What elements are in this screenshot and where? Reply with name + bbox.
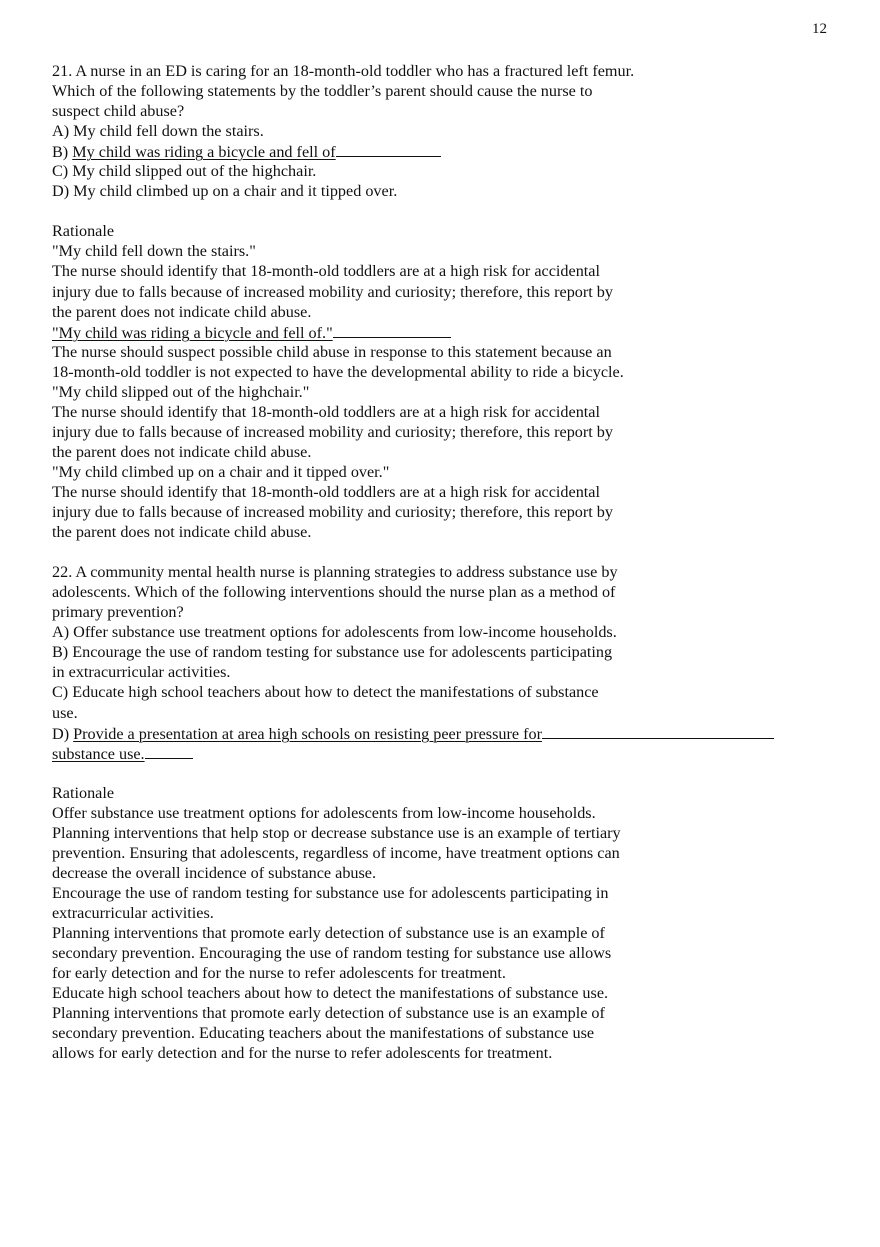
- option-a: A) My child fell down the stairs.: [52, 122, 264, 141]
- rationale-line: extracurricular activities.: [52, 903, 214, 922]
- rationale-line: 18-month-old toddler is not expected to have the developmental ability to ride a bicycle.: [52, 362, 624, 381]
- rationale-line: Encourage the use of random testing for substance use for adolescents participating in: [52, 883, 609, 902]
- question-22: [52, 562, 832, 1063]
- option-b-prefix: B): [52, 143, 73, 162]
- option-a: A) Offer substance use treatment options for adolescents from low-income households.: [52, 623, 617, 642]
- rationale-line: Planning interventions that promote early detection of substance use is an example of: [52, 1004, 605, 1023]
- rationale-line: "My child slipped out of the highchair.": [52, 382, 310, 401]
- rationale-heading: Rationale: [52, 783, 115, 802]
- option-d-continued: [52, 743, 832, 763]
- option-d-text: Provide a presentation at area high schools on resisting peer pressure for: [73, 724, 542, 743]
- rationale-line: the parent does not indicate child abuse.: [52, 302, 312, 321]
- option-c: C) Educate high school teachers about how to detect the manifestations of substance: [52, 683, 599, 702]
- question-stem-line: Which of the following statements by the toddler’s parent should cause the nurse to: [52, 82, 593, 101]
- rationale-line: The nurse should identify that 18-month-old toddlers are at a high risk for accidental: [52, 262, 600, 281]
- document-body: [52, 61, 832, 1063]
- answer-underline: [145, 743, 193, 759]
- answer-underline: [333, 322, 451, 338]
- rationale-line: The nurse should identify that 18-month-old toddlers are at a high risk for accidental: [52, 402, 600, 421]
- rationale-line: Planning interventions that help stop or decrease substance use is an example of tertiary: [52, 823, 621, 842]
- question-stem-line: primary prevention?: [52, 603, 184, 622]
- question-21: [52, 61, 832, 542]
- rationale-line: injury due to falls because of increased mobility and curiosity; therefore, this report by: [52, 503, 613, 522]
- answer-underline: [336, 141, 441, 157]
- option-d-prefix: D): [52, 724, 74, 743]
- question-stem-line: 21. A nurse in an ED is caring for an 18-month-old toddler who has a fractured left femur.: [52, 62, 635, 80]
- rationale-line: Offer substance use treatment options for adolescents from low-income households.: [52, 803, 596, 822]
- option-d-correct: [52, 723, 832, 743]
- option-d: D) My child climbed up on a chair and it tipped over.: [52, 182, 398, 201]
- rationale-line: prevention. Ensuring that adolescents, regardless of income, have treatment options can: [52, 843, 620, 862]
- question-stem-line: 22. A community mental health nurse is planning strategies to address substance use by: [52, 563, 618, 582]
- rationale-line: allows for early detection and for the nurse to refer adolescents for treatment.: [52, 1044, 553, 1063]
- option-b-continued: in extracurricular activities.: [52, 663, 231, 682]
- rationale-line: secondary prevention. Encouraging the use of random testing for substance use allows: [52, 944, 612, 963]
- rationale-line: injury due to falls because of increased mobility and curiosity; therefore, this report by: [52, 422, 613, 441]
- rationale-line: The nurse should identify that 18-month-old toddlers are at a high risk for accidental: [52, 482, 600, 501]
- rationale-correct-line: [52, 322, 832, 342]
- rationale-line: for early detection and for the nurse to refer adolescents for treatment.: [52, 964, 506, 983]
- rationale-heading: Rationale: [52, 222, 115, 241]
- option-c-continued: use.: [52, 703, 78, 722]
- rationale-correct-text: "My child was riding a bicycle and fell of.": [52, 323, 333, 342]
- rationale-line: The nurse should suspect possible child abuse in response to this statement because an: [52, 342, 612, 361]
- option-b-correct: [52, 141, 832, 161]
- page-number: 12: [812, 21, 827, 37]
- rationale-line: "My child fell down the stairs.": [52, 242, 256, 261]
- option-b-text: My child was riding a bicycle and fell of: [72, 143, 336, 162]
- rationale-line: the parent does not indicate child abuse.: [52, 523, 312, 542]
- option-b: B) Encourage the use of random testing for substance use for adolescents participating: [52, 643, 613, 662]
- rationale-line: decrease the overall incidence of substance abuse.: [52, 863, 377, 882]
- option-d-text-continued: substance use.: [52, 744, 145, 763]
- question-stem-line: suspect child abuse?: [52, 102, 185, 121]
- option-c: C) My child slipped out of the highchair.: [52, 162, 317, 181]
- rationale-line: the parent does not indicate child abuse.: [52, 442, 312, 461]
- rationale-line: secondary prevention. Educating teachers about the manifestations of substance use: [52, 1024, 595, 1043]
- rationale-line: injury due to falls because of increased mobility and curiosity; therefore, this report by: [52, 282, 613, 301]
- question-stem-line: adolescents. Which of the following interventions should the nurse plan as a method of: [52, 583, 616, 602]
- rationale-line: Planning interventions that promote early detection of substance use is an example of: [52, 924, 605, 943]
- rationale-line: "My child climbed up on a chair and it tipped over.": [52, 462, 390, 481]
- answer-underline: [542, 723, 774, 739]
- rationale-line: Educate high school teachers about how to detect the manifestations of substance use.: [52, 984, 609, 1003]
